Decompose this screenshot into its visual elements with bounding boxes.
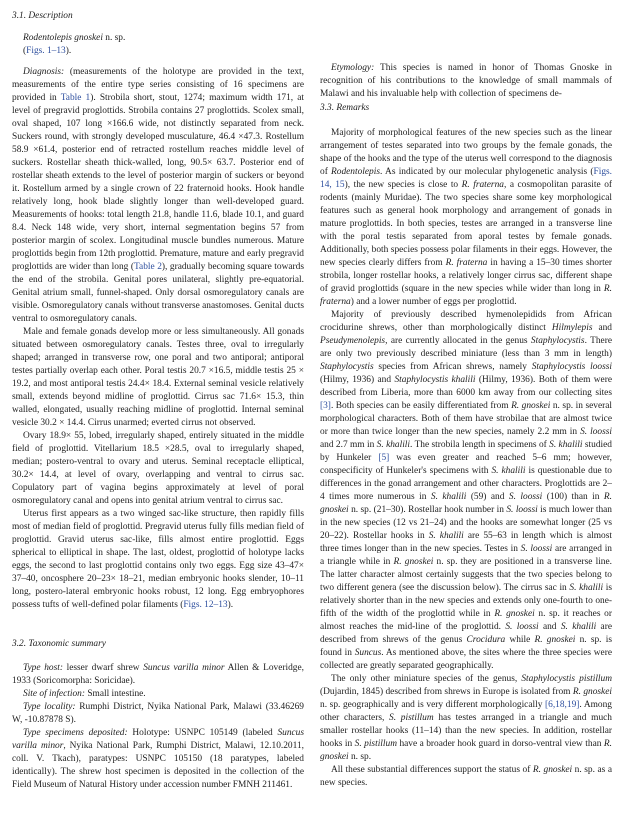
italic-text-run: S. pistillum: [354, 739, 397, 749]
italic-text-run: S. loossi: [580, 427, 612, 437]
text-run: . As mentioned above, the sites where the three species were collected are greatly separated geographically.: [320, 648, 612, 671]
text-run: n. sp. in several morphological characters. Both of them have strobilae that are almost twice or more than twice longer than the new species, namely 2.2 mm in: [320, 401, 612, 437]
italic-text-run: R. gnoskei: [511, 401, 551, 411]
type-specimens-paragraph: [12, 727, 304, 792]
italic-text-run: S. loossi: [505, 622, 539, 632]
text-run: n. sp. as a new species.: [320, 765, 612, 788]
text-run: n. sp. geographically and is very different morphologically: [320, 700, 546, 710]
site-of-infection-paragraph: [12, 688, 304, 701]
figs-1-13-link[interactable]: Figs. 1–13: [26, 46, 66, 56]
vertical-gap: [12, 651, 304, 662]
text-run: n. sp. is found in: [320, 635, 612, 658]
text-run: The only other miniature species of the genus,: [331, 674, 522, 684]
italic-text-run: Staphylocystis khalili: [394, 375, 476, 385]
italic-text-run: Type specimens deposited:: [23, 728, 128, 738]
text-run: , a cosmopolitan parasite of rodents (mainly Muridae). The two species share some key morphological features such as general hook morphology and arrangement of gonads in mature proglottids. In both species, testes are arranged in a transverse line with the poral testis separated from aporal testes by female gonads. Additionally, both species possess polar filaments in their eggs. However, the new species clearly differs from: [320, 180, 613, 268]
italic-text-run: Hilmylepis: [551, 323, 593, 333]
vertical-gap: [12, 58, 304, 66]
text-run: have a broader hook guard in dorso-ventral view than: [396, 739, 604, 749]
text-run: , Nyika National Park, Rumphi District, Malawi, 12.10.2011, coll. V. Tkach), paratypes: USNPC 105150 (18 paratypes, labeled identically). The shrew host specimen is deposited in the collection of the Field Museum of Natural History under accession number FMNH 211461.: [12, 741, 304, 790]
italic-text-run: Site of infection:: [23, 689, 85, 699]
vertical-gap: [320, 115, 612, 127]
italic-text-run: R. gnoskei: [393, 557, 434, 567]
italic-text-run: Type host:: [23, 663, 63, 673]
text-run: is questionable due to differences in the gonad arrangement and other characters. Proglottids are 2–4 times more numerous in: [320, 466, 612, 502]
italic-text-run: S. loossi: [508, 492, 543, 502]
text-run: (Dujardin, 1845) described from shrews in Europe is isolated from: [320, 687, 573, 697]
figs-12-13-link[interactable]: Figs. 12–13: [183, 600, 228, 610]
type-host-paragraph: [12, 662, 304, 688]
italic-text-run: Pseudymenolepis: [320, 336, 386, 346]
vertical-gap: [12, 23, 304, 32]
italic-text-run: 3.1. Description: [12, 11, 73, 21]
text-run: All these substantial differences support the status of: [331, 765, 533, 775]
vertical-gap: [12, 612, 304, 638]
text-run: Uterus first appears as a two winged sac-like structure, then rapidly fills most of median field of proglottid. Pregravid uterus fully fills median field of proglottid. Gravid uterus sac-like, fills almost entire proglottid. Eggs spherical to elliptical in shape. The last, oldest, proglottid of holotype lacks eggs, the second to last proglottid contains only two eggs. Egg size 43–47× 37–40, oncosphere 20–23× 18–21, median embryonic hooks slender, 10–11 long, postero-lateral embryonic hooks robust, 12 long. Egg embryophores possess tufts of well-defined polar filaments (: [12, 509, 304, 610]
text-run: n. sp.: [348, 752, 372, 762]
text-run: . Among other characters,: [320, 700, 612, 723]
figs-14-15-link[interactable]: Figs. 14, 15: [320, 167, 612, 190]
text-run: Majority of morphological features of the new species such as the linear arrangement of testes separated into two groups by the female gonads, the shape of the hooks and the type of the uterus well correspond to the diagnosis of: [320, 128, 612, 177]
italic-text-run: S. khalili: [430, 492, 467, 502]
section-heading-3-1: [12, 10, 304, 23]
remarks-paragraph-1: [320, 127, 612, 309]
text-run: was even greater and reached 5–6 mm; however, conspecificity of Hunkeler's specimens with: [320, 453, 612, 476]
italic-text-run: S. loossi: [520, 544, 553, 554]
ref-3-link[interactable]: [3]: [320, 401, 331, 411]
text-run: ) and a lower number of eggs per proglottid.: [350, 297, 517, 307]
italic-text-run: R. fraterna: [461, 180, 504, 190]
italic-text-run: Staphylocystis: [530, 336, 585, 346]
figures-reference-line: [12, 45, 304, 58]
text-run: in having a 15–30 times shorter strobila, longer rostellar hooks, a relatively longer cirrus sac, different shape of gravid proglottids (square in the new species while wider than long in: [320, 258, 612, 294]
italic-text-run: S. pistillum: [389, 713, 434, 723]
italic-text-run: Staphylocystis: [320, 362, 374, 372]
text-run: (measurements of the holotype are provided in the text, measurements of the entire type series consisting of 16 specimens are provided in: [12, 67, 304, 103]
text-run: Ovary 18.9× 55, lobed, irregularly shaped, entirely situated in the middle field of proglottid. Vitellarium 18.5 ×28.5, oval to irregularly shaped, median; postero-ventral to ovary and uterus. Seminal receptacle elliptical, 30.2× 14.4, at level of ovary, overlapping and ventral to cirrus sac. Copulatory part of vagina begins approximately at level of poral osmoregulatory canal and opens into genital atrium ventral to cirrus sac.: [12, 431, 304, 506]
section-heading-3-3: [320, 102, 612, 115]
italic-text-run: Etymology:: [331, 63, 375, 73]
text-run: This species is named in honor of Thomas Gnoske in recognition of his contributions to the knowledge of small mammals of Malawi and his invaluable help with collection of specimens de-: [320, 63, 612, 99]
species-name-line: [12, 32, 304, 45]
italic-text-run: S. khalili: [549, 440, 583, 450]
text-run: ), gradually becoming square towards the end of the strobila. Genital pores unilateral, slightly pre-equatorial. Genital atrium small, funnel-shaped. Only dorsal osmoregulatory canals are visible. Osmoregulatory canals without transverse anastomoses. Genital ducts ventral to osmoregulatory canals.: [12, 262, 304, 324]
ref-6-18-19-link[interactable]: [6,18,19]: [545, 700, 580, 710]
italic-text-run: R. fraterna: [320, 284, 612, 307]
text-run: n. sp.: [102, 33, 126, 43]
ovary-paragraph: [12, 430, 304, 508]
text-run: are 55–63 in length which is almost three times longer than in the new species. Testes in: [320, 531, 612, 554]
italic-text-run: S. khalili: [491, 466, 526, 476]
left-column: [12, 10, 304, 838]
text-run: ).: [227, 600, 234, 610]
text-run: studied by Hunkeler: [320, 440, 612, 463]
text-run: and: [538, 622, 561, 632]
italic-text-run: 3.3. Remarks: [320, 103, 370, 113]
type-locality-paragraph: [12, 701, 304, 727]
text-run: . Both species can be easily differentiated from: [330, 401, 512, 411]
text-run: Majority of previously described hymenolepidids from African crocidurine shrews, other than morphologically distinct: [320, 310, 612, 333]
italic-text-run: Diagnosis:: [23, 67, 65, 77]
text-run: Allen & Loveridge, 1933 (Soricomorpha: Soricidae).: [12, 663, 304, 686]
text-run: (Hilmy, 1936) and: [320, 375, 395, 385]
text-run: . There are only two previously described miniature (less than 3 mm in length): [320, 336, 612, 359]
text-run: . The strobila length in specimens of: [410, 440, 550, 450]
text-run: ).: [65, 46, 72, 56]
text-run: species from African shrews, namely: [373, 362, 532, 372]
remarks-paragraph-4: [320, 764, 612, 790]
uterus-paragraph: [12, 508, 304, 612]
text-run: Rumphi District, Nyika National Park, Malawi (33.46269 W, -10.87878 S).: [12, 702, 304, 725]
text-run: Male and female gonads develop more or less simultaneously. All gonads situated between osmoregulatory canals. Testes three, oval to irregularly shaped; arranged in transverse row, one poral and two antiporal; antiporal testes partially overlap each other. Poral testis 20.7 ×16.5, middle testis 25 × 19.2, and most antiporal testis 24.4× 18.4. External seminal vesicle relatively small, extends beyond midline of proglottid. Cirrus sac 71.6× 15.3, thin walled, elongated, usually reaching midline of proglottid. Internal seminal vesicle 30.2 × 14.4. Cirrus unarmed; everted cirrus not observed.: [12, 327, 304, 428]
italic-text-run: S. khalili: [569, 583, 604, 593]
italic-text-run: R. fraterna: [445, 258, 488, 268]
text-run: is relatively shorter than in the new species and extends only one-fourth to one-fifth of the width of the proglottid while in: [320, 583, 612, 619]
ref-5-link[interactable]: [5]: [378, 453, 390, 463]
male-female-gonads-paragraph: [12, 326, 304, 430]
table-2-link[interactable]: Table 2: [133, 262, 162, 272]
italic-text-run: S. khalili: [376, 440, 411, 450]
table-1-link[interactable]: Table 1: [60, 93, 91, 103]
text-run: lesser dwarf shrew: [62, 663, 144, 673]
italic-text-run: R. gnoskei: [320, 739, 612, 762]
text-run: and 2.7 mm in: [320, 440, 377, 450]
italic-text-run: S. khalili: [560, 622, 597, 632]
text-run: (: [23, 46, 27, 56]
italic-text-run: Suncus varilla minor: [12, 728, 304, 751]
text-run: (59) and: [466, 492, 509, 502]
italic-text-run: Type locality:: [23, 702, 76, 712]
italic-text-run: R. gnoskei: [320, 492, 612, 515]
vertical-gap: [320, 10, 612, 62]
italic-text-run: Staphylocystis pistillum: [521, 674, 612, 684]
etymology-paragraph: [320, 62, 612, 101]
text-run: are described from shrews of the genus: [320, 622, 612, 645]
right-column: [320, 10, 612, 838]
italic-text-run: R. gnoskei: [572, 687, 612, 697]
section-heading-3-2: [12, 638, 304, 651]
text-run: (100) than in: [542, 492, 604, 502]
text-run: n. sp. it reaches or almost reaches the mid-line of the proglottid.: [320, 609, 612, 632]
remarks-paragraph-3: [320, 673, 612, 764]
italic-text-run: Crocidura: [466, 635, 506, 645]
text-run: ). Strobila short, stout, 1274; maximum width 171, at level of pregravid proglottids. Strobila contains 27 proglottids. Scolex small, oval shaped, 107 long ×166.6 wide, not distinctly separated from neck. Suckers round, with strongly developed musculature, 46.4 ×47.3. Rostellum 58.9 ×61.4, posterior end of retracted rostellum reaches middle level of suckers. Rostellar sheath thick-walled, long, 90.5× 63.7. Posterior end of rostellar sheath extends to the level of posterior margin of suckers or beyond it. Rostellum armed by a single crown of 22 fraternoid hooks. Hook handle relatively long, hook blade slightly longer than well-developed guard. Measurements of hooks: total length 21.8, handle 11.6, blade 10.1, and guard 8.4. Neck 148 wide, very short, internal segmentation begins 57 from posterior margin of scolex. Longitudinal muscle bundles numerous. Mature proglottids begin from 12th proglottid. Premature, mature and early pregravid proglottids are wider than long (: [12, 93, 305, 272]
italic-text-run: Rodentolepis gnoskei: [23, 33, 103, 43]
text-run: has testes arranged in a triangle and much smaller rostellar hooks (11–14) than the new species. In addition, rostellar hooks in: [320, 713, 612, 749]
text-run: is much lower than in the new species (12 vs 21–24) and the hooks are somewhat longer (25 vs 20–22). Rostellar hooks in: [320, 505, 612, 541]
text-run: Holotype: USNPC 105149 (labeled: [127, 728, 278, 738]
italic-text-run: R. gnoskei: [534, 635, 576, 645]
italic-text-run: S. khalili: [428, 531, 464, 541]
text-run: ), the new species is close to: [344, 180, 462, 190]
text-run: n. sp. (21–30). Rostellar hook number in: [348, 505, 507, 515]
italic-text-run: Staphylocystis loossi: [531, 362, 612, 372]
italic-text-run: 3.2. Taxonomic summary: [12, 639, 106, 649]
text-run: are arranged in a triangle while in: [320, 544, 612, 567]
remarks-paragraph-2: [320, 309, 612, 673]
text-run: n. sp. they are positioned in a transverse line. The latter character almost certainly suggests that the two species belong to two different genera (see the discussion below). The cirrus sac in: [320, 557, 612, 593]
italic-text-run: Rodentolepis: [331, 167, 380, 177]
italic-text-run: Suncus: [354, 648, 382, 658]
diagnosis-paragraph: [12, 66, 304, 326]
italic-text-run: R. gnoskei: [494, 609, 535, 619]
text-run: Small intestine.: [84, 689, 146, 699]
italic-text-run: R. gnoskei: [532, 765, 573, 775]
text-run: and: [592, 323, 612, 333]
text-run: (Hilmy, 1936). Both of them were described from Liberia, more than 6000 km away from our collecting sites: [320, 375, 612, 398]
text-run: , are currently allocated in the genus: [385, 336, 531, 346]
italic-text-run: S. loossi: [506, 505, 538, 515]
text-run: while: [505, 635, 535, 645]
italic-text-run: Suncus varilla minor: [143, 663, 225, 673]
text-run: . As indicated by our molecular phylogenetic analysis (: [380, 167, 594, 177]
